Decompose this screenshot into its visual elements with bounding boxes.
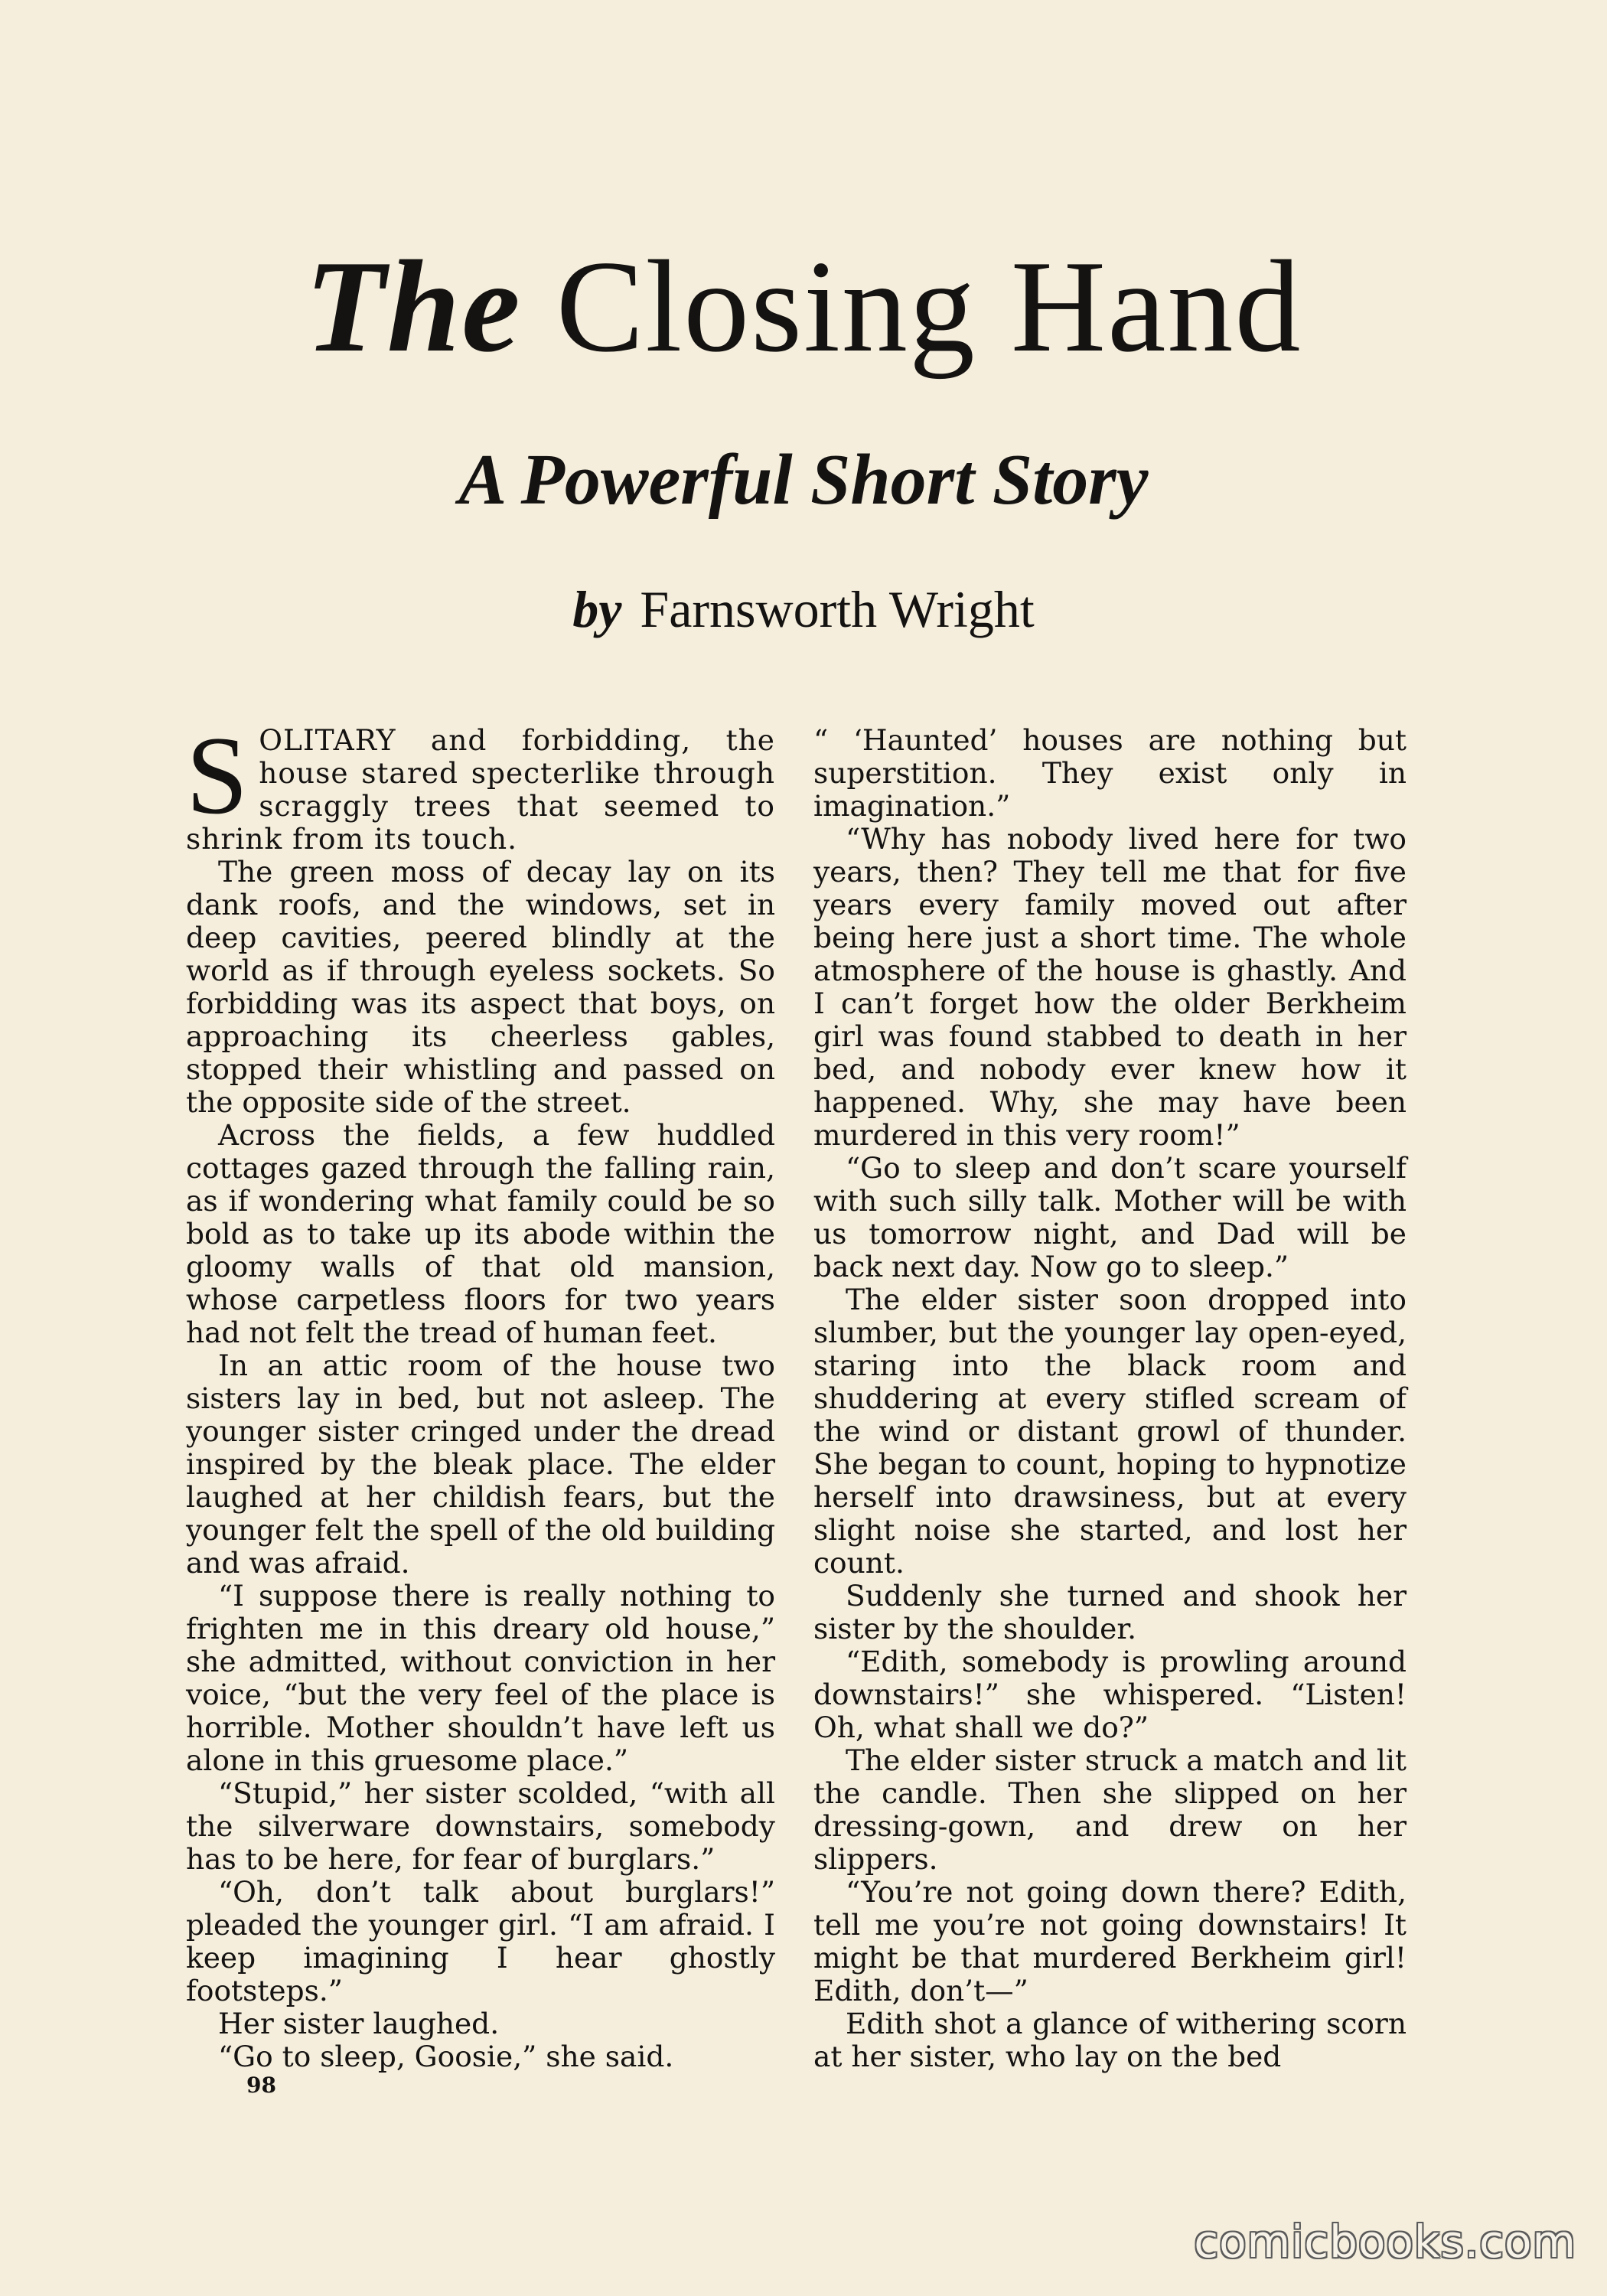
story-subtitle: A Powerful Short Story: [458, 440, 1149, 520]
lead-text: OLITARY and forbidding, the house stared specterlike through scraggly trees that seemed to shrink from its touch.: [186, 723, 775, 856]
paragraph: “Oh, don’t talk about burglars!” pleaded the younger girl. “I am afraid. I keep imagining I hear ghostly footsteps.”: [186, 1875, 775, 2007]
paragraph: “Go to sleep and don’t scare yourself with such silly talk. Mother will be with us tomorrow night, and Dad will be back next day. Now go to sleep.”: [813, 1151, 1407, 1283]
byline-by: by: [572, 580, 622, 638]
byline: [0, 580, 1607, 638]
paragraph: The green moss of decay lay on its dank roofs, and the windows, set in deep cavities, peered blindly at the world as if through eyeless sockets. So forbidding was its aspect that boys, on approaching its cheerless gables, stopped their whistling and passed on the opposite side of the street.: [186, 855, 775, 1119]
paragraph: In an attic room of the house two sisters lay in bed, but not asleep. The younger sister cringed under the dread inspired by the bleak place. The elder laughed at her childish fears, but the younger felt the spell of the old building and was afraid.: [186, 1349, 775, 1580]
paragraph: Across the fields, a few huddled cottages gazed through the falling rain, as if wondering what family could be so bold as to take up its abode within the gloomy walls of that old mansion, whose carpetless floors for two years had not felt the tread of human feet.: [186, 1118, 775, 1349]
paragraph: Her sister laughed.: [218, 2007, 500, 2040]
opening-paragraph: [186, 713, 775, 856]
watermark: comicbooks.com: [1194, 2216, 1576, 2268]
paragraph: “I suppose there is really nothing to frighten me in this dreary old house,” she admitted, without conviction in her voice, “but the very feel of the place is horrible. Mother shouldn’t have left us alone in this gruesome place.”: [186, 1579, 775, 1777]
paragraph: The elder sister soon dropped into slumber, but the younger lay open-eyed, staring into the black room and shuddering at every stifled scream of the wind or distant growl of thunder. She began to count, hoping to hypnotize herself into drawsiness, but at every slight noise she started, and lost her count.: [813, 1283, 1407, 1580]
title-main: Closing Hand: [556, 234, 1302, 380]
title-article: The: [305, 234, 522, 380]
paragraph: “Edith, somebody is prowling around downstairs!” she whispered. “Listen! Oh, what shall we do?”: [813, 1645, 1407, 1744]
story-title: [0, 234, 1607, 380]
page-number: 98: [246, 2073, 276, 2098]
paragraph: “ ‘Haunted’ houses are nothing but superstition. They exist only in imagination.”: [813, 723, 1407, 823]
right-column: [813, 724, 1407, 2073]
author-name: Farnsworth Wright: [640, 580, 1035, 638]
paragraph: Edith shot a glance of withering scorn at her sister, who lay on the bed: [813, 2007, 1407, 2073]
drop-cap: S: [186, 713, 249, 837]
left-column: [186, 713, 775, 2073]
paragraph: “Why has nobody lived here for two years, then? They tell me that for five years every family moved out after being here just a short time. The whole atmosphere of the house is ghastly. And I can’t forget how the older Berkheim girl was found stabbed to death in her bed, and nobody ever knew how it happened. Why, she may have been murdered in this very room!”: [813, 822, 1407, 1152]
paragraph: The elder sister struck a match and lit the candle. Then she slipped on her dressing-gown, and drew on her slippers.: [813, 1743, 1407, 1876]
paragraph: “Stupid,” her sister scolded, “with all the silverware downstairs, somebody has to be here, for fear of burglars.”: [186, 1776, 775, 1876]
paragraph: “Go to sleep, Goosie,” she said.: [218, 2040, 674, 2073]
paragraph: Suddenly she turned and shook her sister by the shoulder.: [813, 1579, 1407, 1645]
paragraph: “You’re not going down there? Edith, tell me you’re not going downstairs! It might be that murdered Berkheim girl! Edith, don’t—”: [813, 1875, 1407, 2007]
